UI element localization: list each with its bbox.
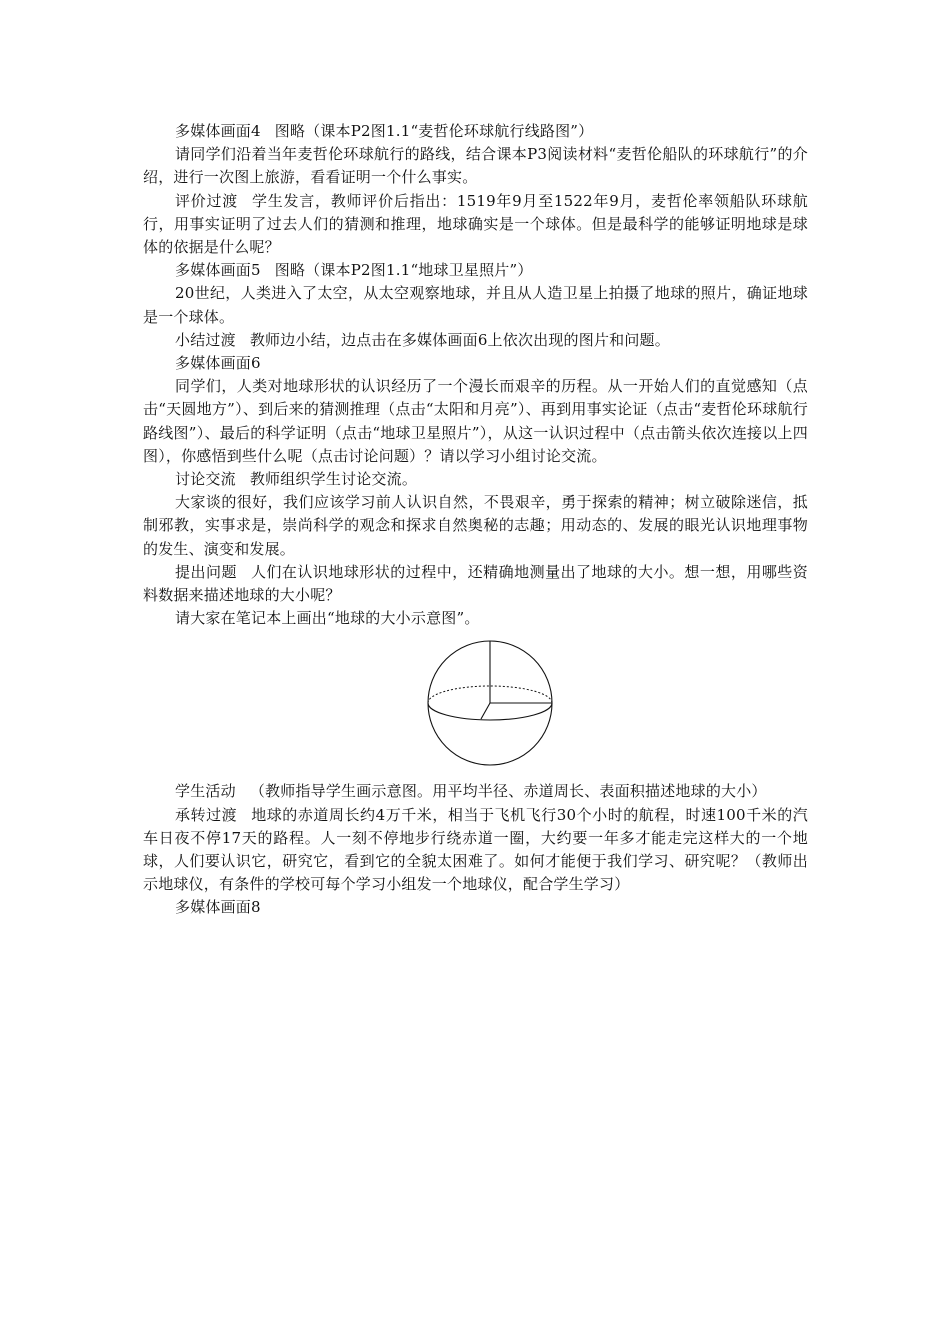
paragraph (143, 607, 808, 630)
paragraph-text: 请大家在笔记本上画出“地球的大小示意图”。 (175, 609, 480, 628)
paragraph (143, 780, 808, 803)
paragraph (143, 468, 808, 491)
paragraph-heading: 学生活动 (175, 782, 236, 801)
paragraph-text: 请同学们沿着当年麦哲伦环球航行的路线，结合课本P3阅读材料“麦哲伦船队的环球航行”的介绍，进行一次图上旅游，看看证明一个什么事实。 (143, 145, 808, 187)
paragraph-text: 大家谈的很好，我们应该学习前人认识自然，不畏艰辛，勇于探索的精神；树立破除迷信，抵制邪教，实事求是，崇尚科学的观念和探求自然奥秘的志趣；用动态的、发展的眼光认识地理事物的发生、演变和发展。 (143, 493, 808, 558)
paragraph-text: 教师组织学生讨论交流。 (249, 470, 418, 489)
paragraph-text: 地球的赤道周长约4万千米，相当于飞机飞行30个小时的航程，时速100千米的汽车日夜不停17天的路程。人一刻不停地步行绕赤道一圈，大约要一年多才能走完这样大的一个地球，人们要认识它，研究它，看到它的全貌太困难了。如何才能便于我们学习、研究呢？（教师出示地球仪，有条件的学校可每个学习小组发一个地球仪，配合学生学习） (143, 805, 808, 894)
paragraph-text: 学生发言，教师评价后指出：1519年9月至1522年9月，麦哲伦率领船队环球航行，用事实证明了过去人们的猜测和推理，地球确实是一个球体。但是最科学的能够证明地球是球体的依据是什么呢？ (143, 191, 808, 257)
paragraph-text: 图略（课本P2图1.1“麦哲伦环球航行线路图”） (274, 122, 594, 140)
document-page (143, 120, 808, 920)
paragraph-heading: 小结过渡 (175, 330, 236, 349)
paragraph (143, 282, 808, 328)
paragraph (143, 804, 808, 897)
earth-size-sketch-icon (425, 638, 555, 768)
paragraph (143, 120, 808, 143)
paragraph-text: 同学们，人类对地球形状的认识经历了一个漫长而艰辛的历程。从一开始人们的直觉感知（点击“天圆地方”）、到后来的猜测推理（点击“太阳和月亮”）、再到用事实论证（点击“麦哲伦环球航行路线图”）、最后的科学证明（点击“地球卫星照片”），从这一认识过程中（点击箭头依次连接以上四图），你感悟到些什么呢（点击讨论问题）？请以学习小组讨论交流。 (143, 377, 808, 465)
paragraph (143, 375, 808, 468)
paragraph-heading: 多媒体画面4 (175, 122, 261, 140)
paragraph-heading: 提出问题 (175, 562, 237, 581)
paragraph-text: 20世纪，人类进入了太空，从太空观察地球，并且从人造卫星上拍摄了地球的照片，确证地球是一个球体。 (143, 284, 808, 326)
paragraph (143, 190, 808, 260)
paragraph-text: 教师边小结，边点击在多媒体画面6上依次出现的图片和问题。 (249, 330, 670, 349)
paragraph-heading: 多媒体画面5 (175, 261, 261, 280)
paragraph (143, 561, 808, 607)
paragraph-heading: 评价过渡 (175, 191, 239, 210)
paragraph-text: 多媒体画面6 (175, 354, 261, 373)
paragraph (143, 491, 808, 561)
paragraph-text: （教师指导学生画示意图。用平均半径、赤道周长、表面积描述地球的大小） (249, 782, 767, 801)
paragraph-text: 图略（课本P2图1.1“地球卫星照片”） (274, 261, 533, 280)
paragraph-text: 人们在认识地球形状的过程中，还精确地测量出了地球的大小。想一想，用哪些资料数据来描述地球的大小呢？ (143, 562, 808, 605)
paragraph (143, 352, 808, 375)
paragraph-heading: 讨论交流 (175, 470, 236, 489)
paragraph (143, 329, 808, 352)
paragraph (143, 896, 808, 919)
earth-size-figure (143, 630, 808, 780)
paragraph (143, 143, 808, 189)
paragraph-text: 多媒体画面8 (175, 898, 261, 917)
paragraph (143, 259, 808, 282)
paragraph-heading: 承转过渡 (175, 805, 238, 824)
